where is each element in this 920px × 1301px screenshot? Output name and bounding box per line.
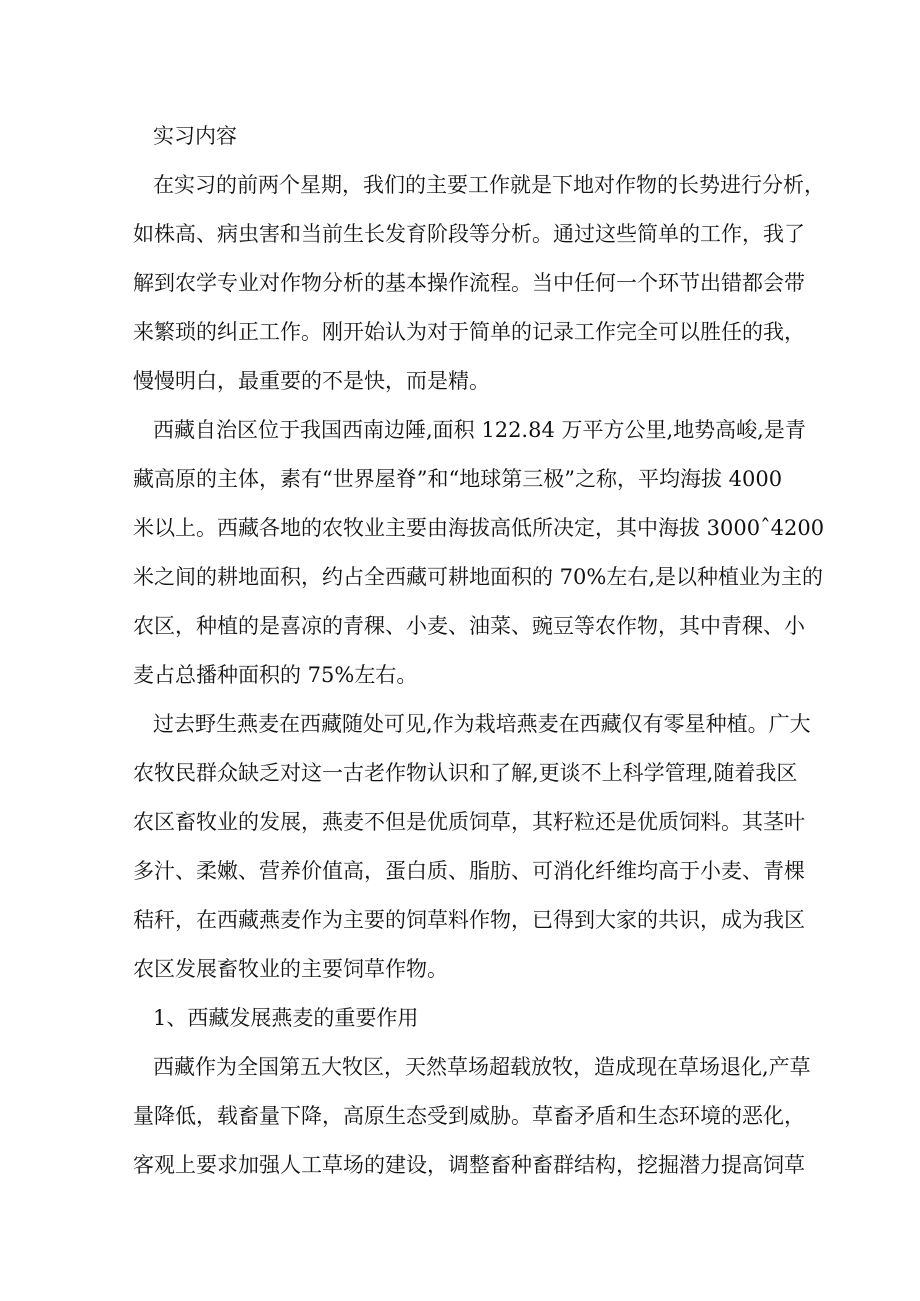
- text-line: 米之间的耕地面积，约占全西藏可耕地面积的 70%左右,是以种植业为主的: [133, 565, 824, 589]
- text-line: 农区，种植的是喜凉的青稞、小麦、油菜、豌豆等农作物，其中青稞、小: [133, 614, 805, 638]
- text-line: 慢慢明白，最重要的不是快，而是精。: [133, 369, 490, 393]
- text-line: 麦占总播种面积的 75%左右。: [133, 663, 418, 687]
- text-line: 量降低，载畜量下降，高原生态受到威胁。草畜矛盾和生态环境的恶化，: [133, 1104, 805, 1128]
- text-line: 1、西藏发展燕麦的重要作用: [153, 1006, 419, 1030]
- text-line: 客观上要求加强人工草场的建设，调整畜种畜群结构，挖掘潜力提高饲草: [133, 1153, 805, 1177]
- text-line: 农区畜牧业的发展，燕麦不但是优质饲草，其籽粒还是优质饲料。其茎叶: [133, 810, 805, 834]
- section-heading: 实习内容: [153, 124, 237, 148]
- text-line: 在实习的前两个星期，我们的主要工作就是下地对作物的长势进行分析，: [153, 173, 825, 197]
- text-line: 农牧民群众缺乏对这一古老作物认识和了解,更谈不上科学管理,随着我区: [133, 761, 798, 785]
- text-line: 米以上。西藏各地的农牧业主要由海拔高低所决定，其中海拔 3000ˆ4200: [133, 516, 825, 540]
- text-line: 西藏自治区位于我国西南边陲,面积 122.84 万平方公里,地势高峻,是青: [153, 418, 806, 442]
- text-line: 西藏作为全国第五大牧区，天然草场超载放牧，造成现在草场退化,产草: [153, 1055, 811, 1079]
- text-line: 过去野生燕麦在西藏随处可见,作为栽培燕麦在西藏仅有零星种植。广大: [153, 712, 811, 736]
- text-line: 藏高原的主体，素有“世界屋脊”和“地球第三极”之称，平均海拔 4000: [133, 467, 783, 491]
- text-line: 解到农学专业对作物分析的基本操作流程。当中任何一个环节出错都会带: [133, 271, 805, 295]
- text-line: 秸秆，在西藏燕麦作为主要的饲草料作物，已得到大家的共识，成为我区: [133, 908, 805, 932]
- text-line: 来繁琐的纠正工作。刚开始认为对于简单的记录工作完全可以胜任的我，: [133, 320, 805, 344]
- text-line: 如株高、病虫害和当前生长发育阶段等分析。通过这些简单的工作，我了: [133, 222, 805, 246]
- text-line: 农区发展畜牧业的主要饲草作物。: [133, 957, 448, 981]
- text-line: 多汁、柔嫩、营养价值高，蛋白质、脂肪、可消化纤维均高于小麦、青棵: [133, 859, 805, 883]
